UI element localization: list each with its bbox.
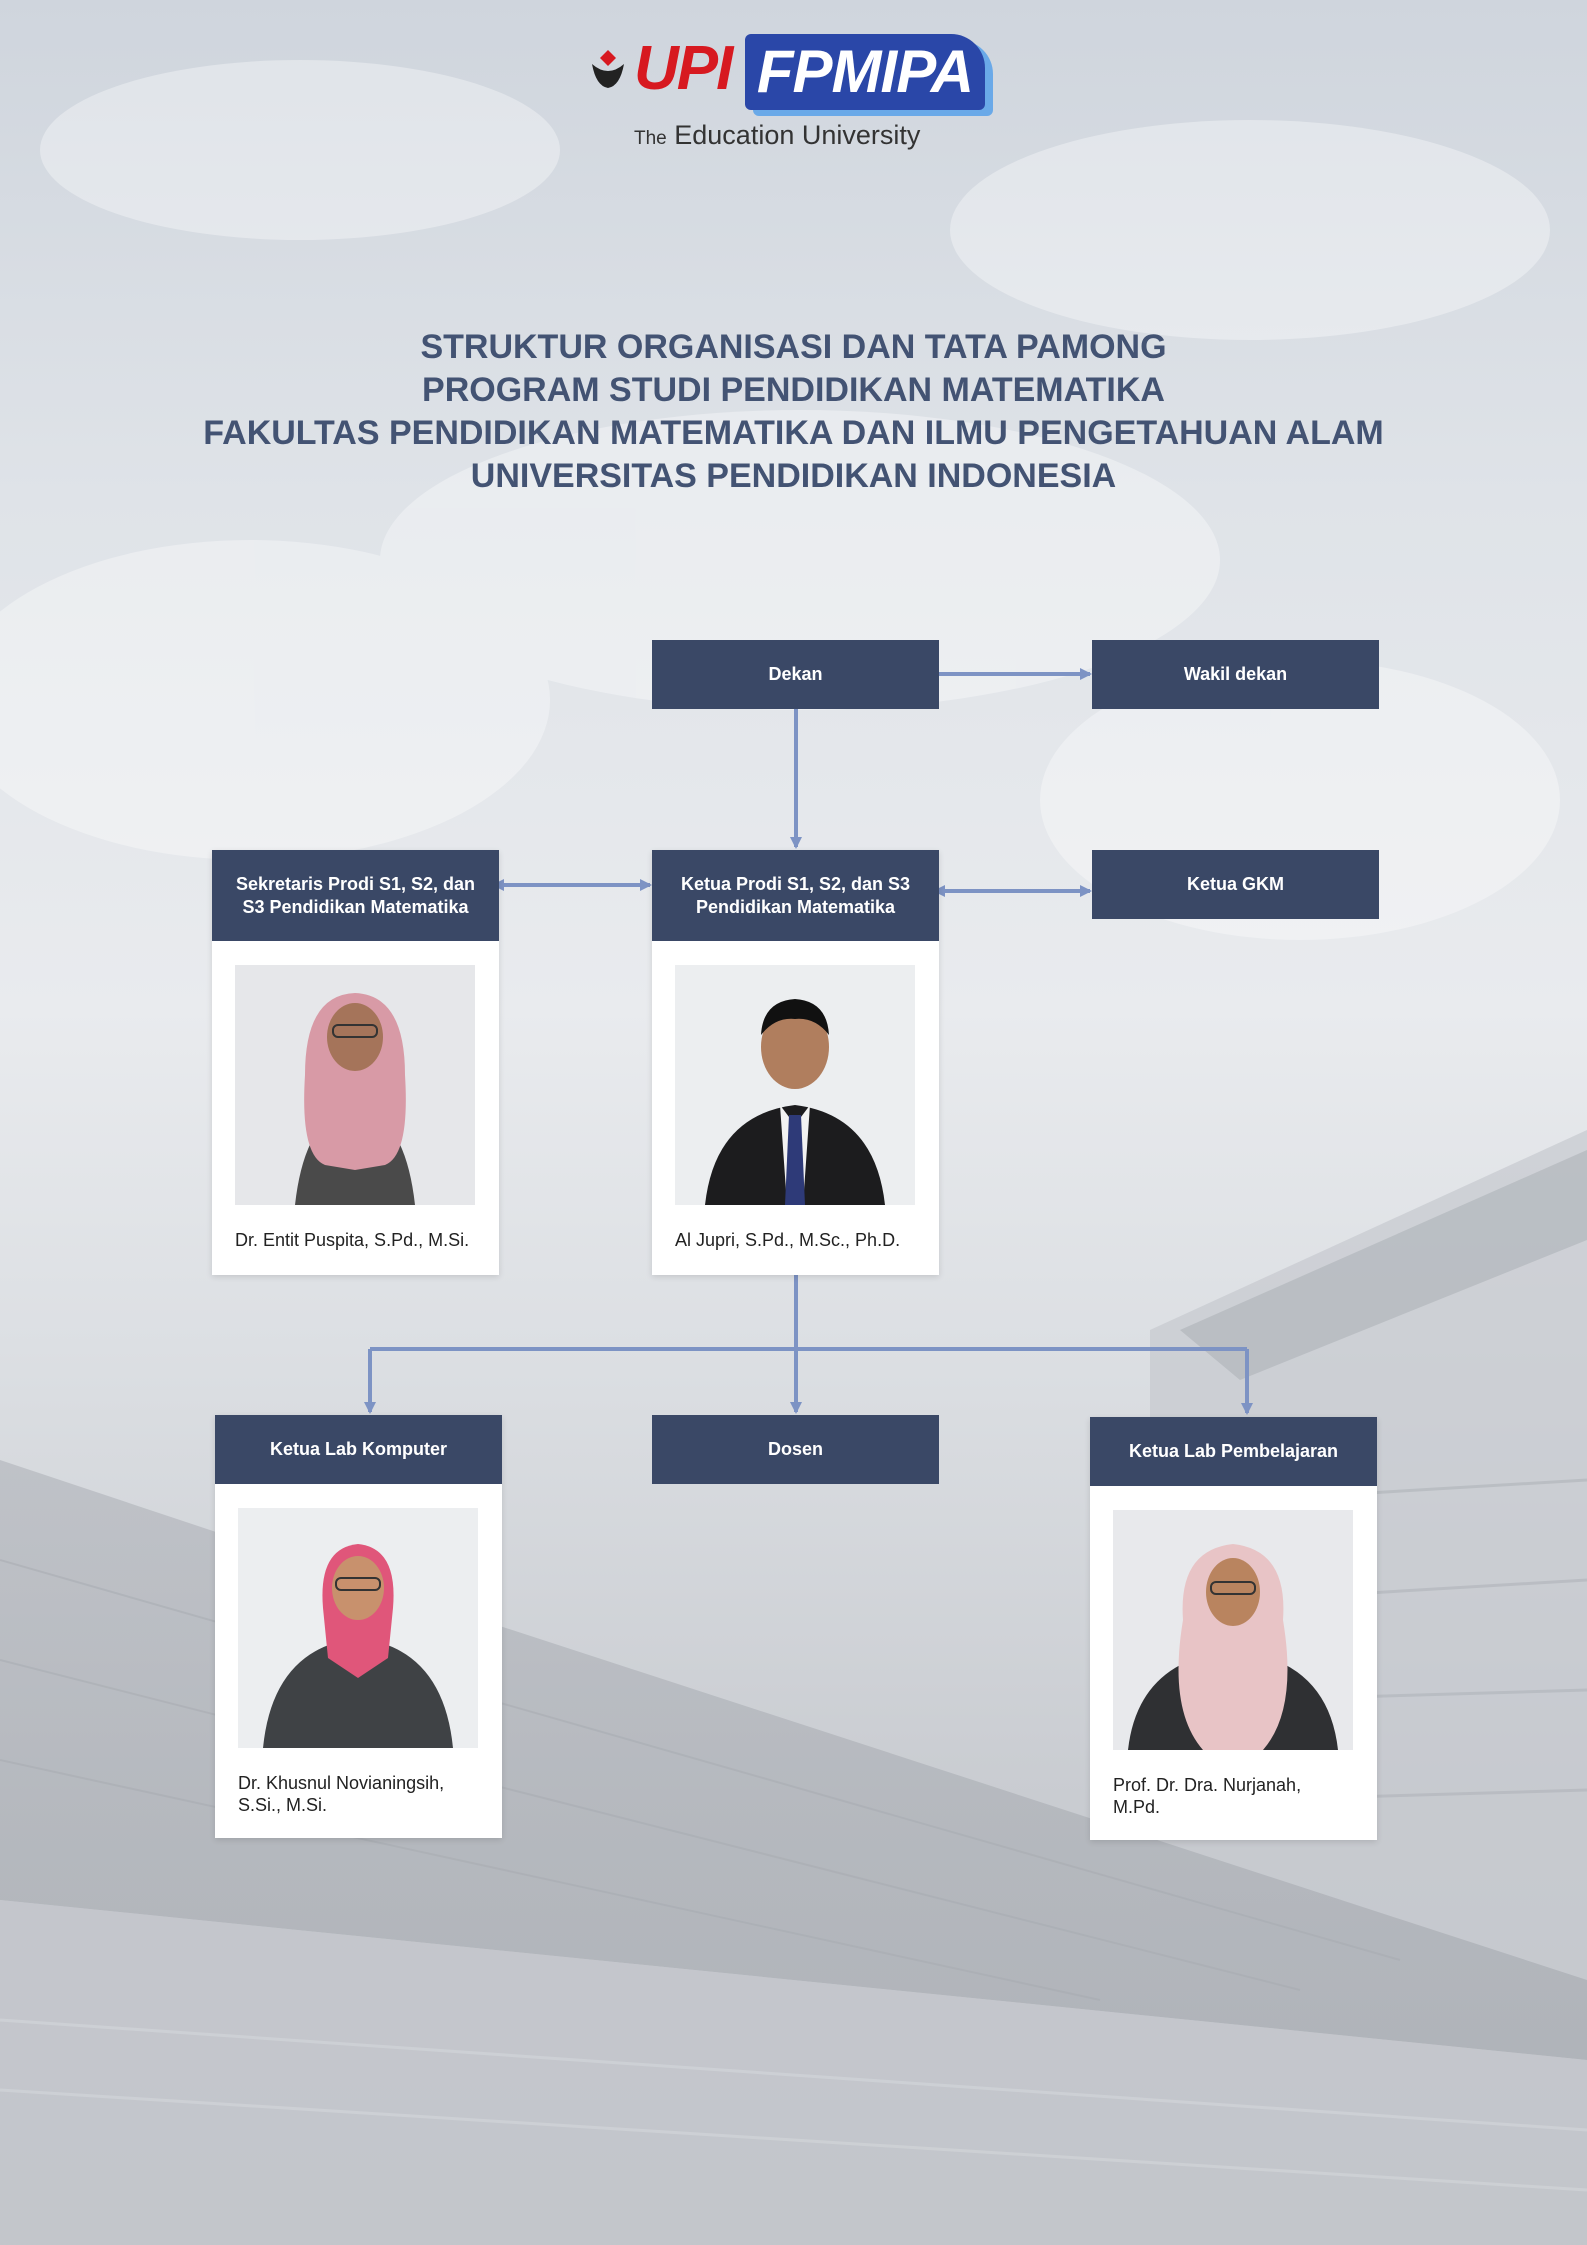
node-ketua-prodi: Ketua Prodi S1, S2, dan S3 Pendidikan Matematika bbox=[652, 850, 939, 941]
logo-tagline: The Education University bbox=[634, 120, 921, 150]
fpmipa-logo-text: FPMIPA bbox=[756, 38, 974, 105]
title-line-2: PROGRAM STUDI PENDIDIKAN MATEMATIKA bbox=[422, 371, 1165, 409]
title-line-3: FAKULTAS PENDIDIKAN MATEMATIKA DAN ILMU PENGETAHUAN ALAM bbox=[203, 414, 1384, 452]
node-wakil-dekan: Wakil dekan bbox=[1092, 640, 1379, 709]
upi-fpmipa-logo bbox=[590, 34, 1000, 154]
photo-ketua-lab-komputer bbox=[238, 1508, 478, 1748]
upi-emblem-icon bbox=[590, 48, 626, 90]
photo-ketua-prodi bbox=[675, 965, 915, 1205]
photo-ketua-lab-pembelajaran bbox=[1113, 1510, 1353, 1750]
title-line-1: STRUKTUR ORGANISASI DAN TATA PAMONG bbox=[420, 328, 1167, 366]
node-ketua-lab-pembelajaran: Ketua Lab Pembelajaran bbox=[1090, 1417, 1377, 1486]
upi-logo-text: UPI bbox=[634, 34, 732, 103]
fpmipa-logo-box bbox=[745, 34, 985, 110]
name-ketua-prodi: Al Jupri, S.Pd., M.Sc., Ph.D. bbox=[675, 1230, 901, 1250]
node-ketua-gkm: Ketua GKM bbox=[1092, 850, 1379, 919]
photo-sekretaris bbox=[235, 965, 475, 1205]
name-ketua-lab-komputer: Dr. Khusnul Novianingsih, S.Si., M.Si. bbox=[238, 1773, 445, 1815]
name-sekretaris: Dr. Entit Puspita, S.Pd., M.Si. bbox=[235, 1230, 470, 1250]
node-ketua-lab-komputer: Ketua Lab Komputer bbox=[215, 1415, 502, 1484]
name-ketua-lab-pembelajaran: Prof. Dr. Dra. Nurjanah, M.Pd. bbox=[1113, 1775, 1302, 1817]
node-dosen: Dosen bbox=[652, 1415, 939, 1484]
page-title bbox=[100, 326, 1487, 498]
node-dekan: Dekan bbox=[652, 640, 939, 709]
title-line-4: UNIVERSITAS PENDIDIKAN INDONESIA bbox=[470, 457, 1117, 495]
node-sekretaris: Sekretaris Prodi S1, S2, dan S3 Pendidikan Matematika bbox=[212, 850, 499, 941]
